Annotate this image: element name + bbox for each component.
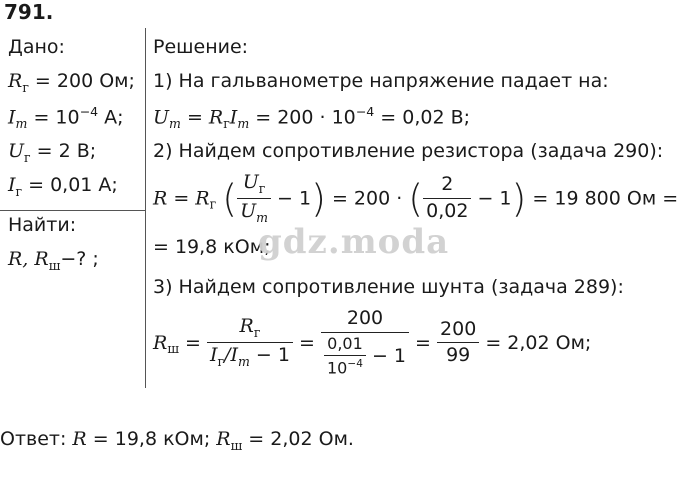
- equation-2: $R = R_г$ ( $\frac{U_г}{U_m}$ − 1) = 200 · ( $\frac{2}{0,02}$ − 1) = 19 800 Ом =: [153, 171, 678, 226]
- equation-1: $U_m = R_гI_m = 200 \cdot 10^{-4} = 0,02$ В;: [153, 104, 471, 132]
- equation-2-continued: = 19,8 кОм;: [153, 236, 271, 258]
- given-line-3: $U_г = 2$ В;: [8, 140, 97, 165]
- given-line-2: $I_m = 10^{-4}$ А;: [8, 104, 124, 132]
- vertical-divider: [145, 28, 146, 388]
- horizontal-divider: [0, 210, 146, 211]
- equation-3: $R_ш$ = $\frac{R_г}{I_г/I_m - 1}$ = 200 $\frac{0,01}{10^{-4}}$ − 1 = $\frac{200}{99}$ = 2,02 Ом;: [153, 307, 592, 378]
- step-2-text: 2) Найдем сопротивление резистора (задача 290):: [153, 140, 664, 162]
- given-header: Дано:: [8, 36, 65, 58]
- given-line-4: $I_г = 0,01$ А;: [8, 174, 118, 199]
- find-header: Найти:: [8, 214, 77, 236]
- find-line: R, $R_ш-$? ;: [8, 248, 99, 273]
- given-line-1: $R_г = 200$ Ом;: [8, 70, 135, 95]
- step-3-text: 3) Найдем сопротивление шунта (задача 289):: [153, 276, 624, 298]
- watermark-logo: gdz.moda: [258, 222, 450, 262]
- problem-number: 791.: [4, 0, 54, 24]
- step-1-text: 1) На гальванометре напряжение падает на:: [153, 70, 609, 92]
- solution-header: Решение:: [153, 36, 249, 58]
- answer-line: Ответ: R = 19,8 кОм; $R_ш = 2,02$ Ом.: [0, 428, 354, 453]
